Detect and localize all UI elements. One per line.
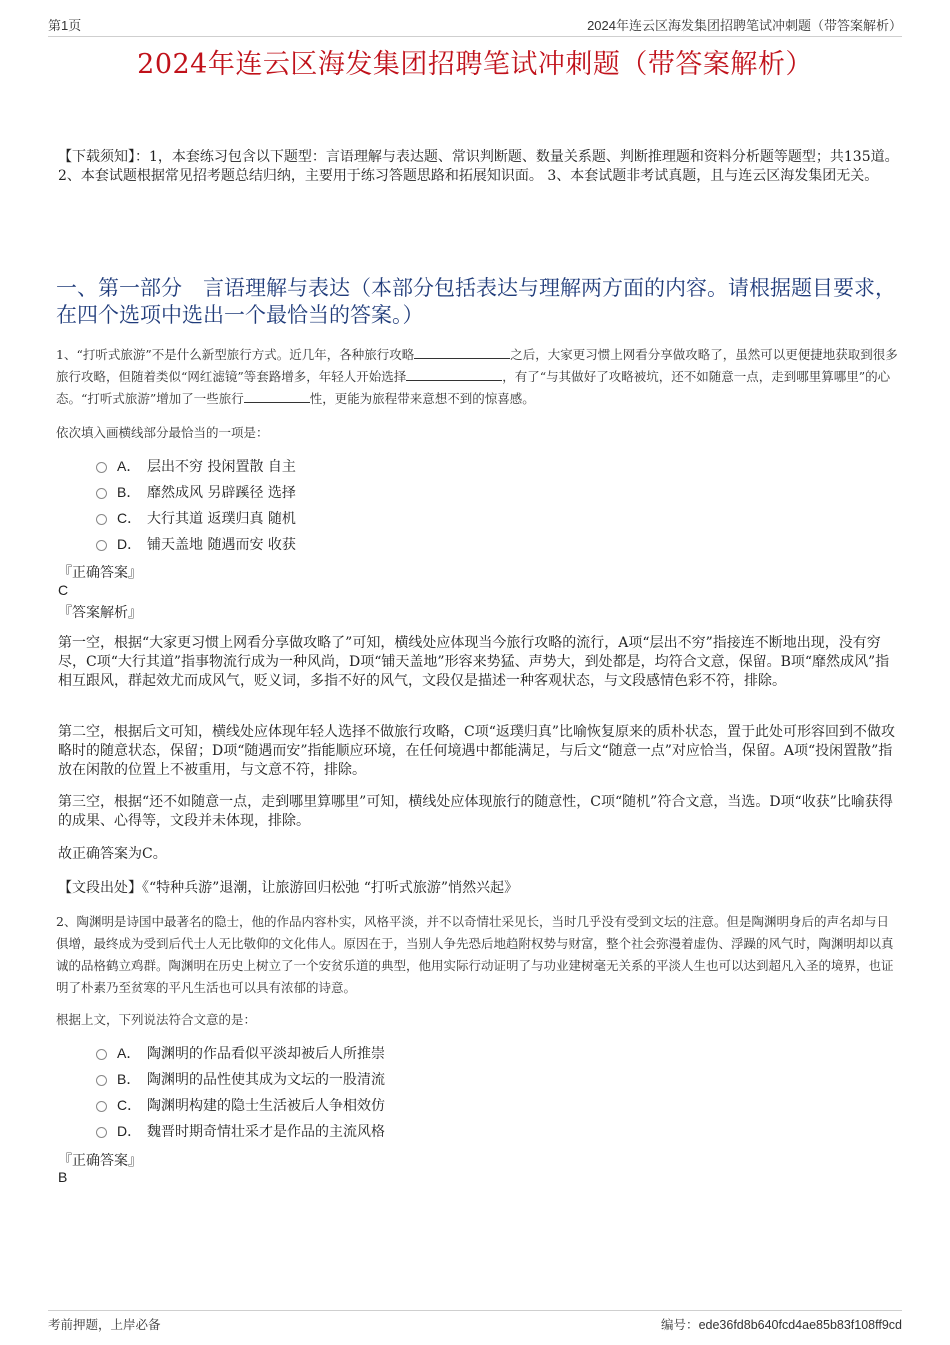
option-text: 靡然成风 另辟蹊径 选择	[147, 485, 296, 501]
option-d[interactable]	[96, 531, 296, 557]
question-1-prompt: 依次填入画横线部分最恰当的一项是：	[56, 425, 269, 440]
option-text: 陶渊明构建的隐士生活被后人争相效仿	[147, 1098, 385, 1114]
question-1-options	[96, 453, 296, 557]
question-1-part3: ，有了“与其做好了攻略被坑，还不如随意一点，走到哪里算哪里”的心态。“打听式旅游”增加了一些旅行	[56, 369, 891, 406]
footer-slogan: 考前押题，上岸必备	[48, 1317, 161, 1332]
option-c[interactable]	[96, 1092, 385, 1118]
option-c[interactable]	[96, 505, 296, 531]
option-d[interactable]	[96, 1118, 385, 1144]
question-1-part1: 1、“打听式旅游”不是什么新型旅行方式。近几年，各种旅行攻略	[56, 347, 415, 362]
option-letter: C．	[117, 510, 142, 526]
fill-blank-1	[414, 344, 510, 359]
option-text: 铺天盖地 随遇而安 收获	[147, 537, 296, 553]
analysis-conclusion: 故正确答案为C。	[58, 846, 167, 862]
radio-icon[interactable]	[96, 462, 107, 473]
running-title: 2024年连云区海发集团招聘笔试冲刺题（带答案解析）	[587, 18, 902, 33]
analysis-paragraph-2: 第二空，根据后文可知，横线处应体现年轻人选择不做旅行攻略，C项“返璞归真”比喻恢复原来的质朴状态，置于此处可形容回到不做攻略时的随意状态，保留；D项“随遇而安”指能顺应环境，在任何境遇中都能满足，与后文“随意一点”对应恰当，保留。A项“投闲置散”指放在闲散的位置上不被重用，与文意不符，排除。	[58, 724, 896, 778]
download-notice: 【下载须知】：1，本套练习包含以下题型：言语理解与表达题、常识判断题、数量关系题、判断推理题和资料分析题等题型；共135道。 2、本套试题根据常见招考题总结归纳，主要用于练习答题思路和拓展知识面。 3、本套试题非考试真题，且与连云区海发集团无关。	[58, 149, 899, 184]
option-a[interactable]	[96, 1040, 385, 1066]
radio-icon[interactable]	[96, 1101, 107, 1112]
page-number: 第1页	[48, 18, 82, 33]
option-b[interactable]	[96, 479, 296, 505]
question-2-prompt: 根据上文，下列说法符合文意的是：	[56, 1012, 257, 1027]
radio-icon[interactable]	[96, 488, 107, 499]
correct-answer-label: 『正确答案』	[58, 1153, 142, 1169]
question-1-part4: 性，更能为旅程带来意想不到的惊喜感。	[309, 391, 535, 406]
question-1-text	[56, 344, 900, 410]
page-footer	[48, 1310, 902, 1333]
correct-answer: C	[58, 582, 69, 598]
document-title: 2024年连云区海发集团招聘笔试冲刺题（带答案解析）	[137, 49, 813, 80]
question-2-text: 2、陶渊明是诗国中最著名的隐士，他的作品内容朴实，风格平淡，并不以奇情壮采见长，当时几乎没有受到文坛的注意。但是陶渊明身后的声名却与日俱增，最终成为受到后代士人无比敬仰的文化伟人。原因在于，当别人争先恐后地趋附权势与财富，整个社会弥漫着虚伪、浮躁的风气时，陶渊明却以真诚的品格鹤立鸡群。陶渊明在历史上树立了一个安贫乐道的典型，他用实际行动证明了与功业建树毫无关系的平淡人生也可以达到超凡入圣的境界，也证明了朴素乃至贫寒的平凡生活也可以具有浓郁的诗意。	[56, 914, 894, 995]
radio-icon[interactable]	[96, 540, 107, 551]
analysis-paragraph-3: 第三空，根据“还不如随意一点，走到哪里算哪里”可知，横线处应体现旅行的随意性，C项“随机”符合文意，当选。D项“收获”比喻获得的成果、心得等，文段并未体现，排除。	[58, 794, 893, 829]
correct-answer-label: 『正确答案』	[58, 565, 142, 581]
radio-icon[interactable]	[96, 1075, 107, 1086]
code-value: ede36fd8b640fcd4ae85b83f108ff9cd	[698, 1318, 902, 1332]
option-letter: D．	[117, 536, 142, 552]
question-1-part2: 之后，大家更习惯上网看分享做攻略了，虽然可以更便捷地获取到很多旅行攻略，但随着类似“网红滤镜”等套路增多，年轻人开始选择	[56, 347, 898, 384]
code-label: 编号：	[661, 1317, 699, 1332]
option-text: 陶渊明的作品看似平淡却被后人所推崇	[147, 1046, 385, 1062]
option-text: 陶渊明的品性使其成为文坛的一股清流	[147, 1072, 385, 1088]
option-text: 魏晋时期奇情壮采才是作品的主流风格	[147, 1124, 385, 1140]
analysis-paragraph-1: 第一空，根据“大家更习惯上网看分享做攻略了”可知，横线处应体现当今旅行攻略的流行，A项“层出不穷”指接连不断地出现，没有穷尽，C项“大行其道”指事物流行成为一种风尚，D项“铺天盖地”形容来势猛、声势大，到处都是，均符合文意，保留。B项“靡然成风”指相互跟风，群起效尤而成风气，贬义词，多指不好的风气，文段仅是描述一种客观状态，与文段感情色彩不符，排除。	[58, 635, 890, 689]
option-text: 层出不穷 投闲置散 自主	[147, 459, 296, 475]
document-code	[661, 1315, 902, 1333]
option-letter: D．	[117, 1123, 142, 1139]
question-2-options	[96, 1040, 385, 1144]
option-text: 大行其道 返璞归真 随机	[147, 511, 296, 527]
page-header	[48, 14, 902, 37]
radio-icon[interactable]	[96, 1049, 107, 1060]
radio-icon[interactable]	[96, 514, 107, 525]
option-a[interactable]	[96, 453, 296, 479]
correct-answer: B	[58, 1169, 68, 1185]
radio-icon[interactable]	[96, 1127, 107, 1138]
source-note: 【文段出处】《“特种兵游”退潮，让旅游回归松弛 “打听式旅游”悄然兴起》	[58, 880, 519, 896]
option-b[interactable]	[96, 1066, 385, 1092]
option-letter: B．	[117, 484, 141, 500]
fill-blank-3	[244, 388, 310, 403]
option-letter: A．	[117, 458, 141, 474]
analysis-label: 『答案解析』	[58, 605, 142, 621]
option-letter: C．	[117, 1097, 142, 1113]
section-title: 一、第一部分 言语理解与表达（本部分包括表达与理解两方面的内容。请根据题目要求，在四个选项中选出一个最恰当的答案。）	[56, 276, 896, 327]
option-letter: A．	[117, 1045, 141, 1061]
option-letter: B．	[117, 1071, 141, 1087]
fill-blank-2	[406, 366, 502, 381]
